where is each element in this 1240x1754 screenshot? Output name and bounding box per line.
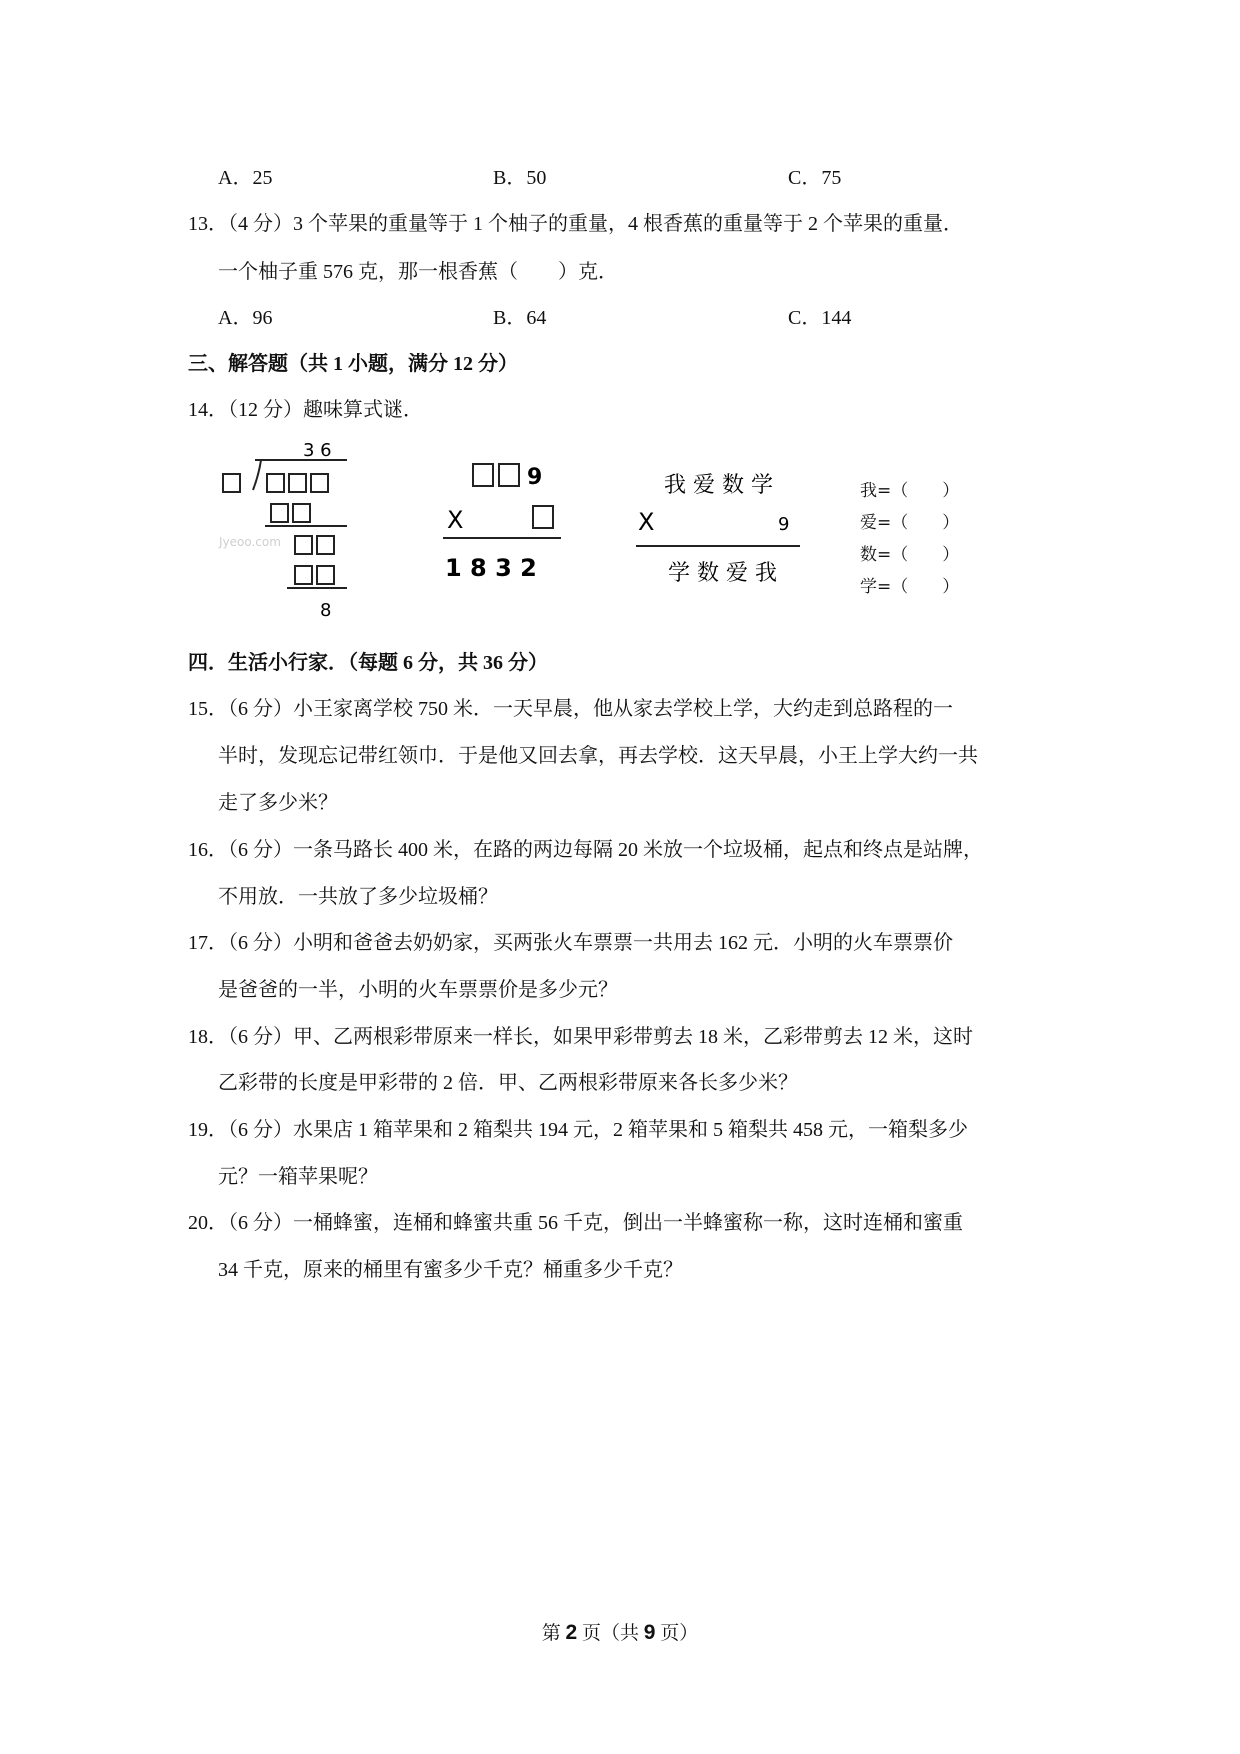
dividend-box-2 [289, 474, 306, 492]
q15-line-1: 15．（6 分）小王家离学校 750 米．一天早晨，他从家去学校上学，大约走到总路程的一 [188, 698, 953, 720]
long-division-figure [215, 436, 355, 626]
answer-wo: 我=（ ） [860, 481, 960, 501]
answer-blanks [860, 476, 980, 606]
partial-box-2 [317, 536, 334, 554]
q15-line-2: 半时，发现忘记带红领巾．于是他又回去拿，再去学校．这天早晨，小王上学大约一共 [218, 745, 978, 767]
q16-line-1: 16．（6 分）一条马路长 400 米，在路的两边每隔 20 米放一个垃圾桶，起点和终点是站牌， [188, 839, 983, 861]
subtrahend-box-1 [271, 504, 288, 522]
q17-line-2: 是爸爸的一半，小明的火车票票价是多少元？ [218, 979, 618, 1001]
q18-line-2: 乙彩带的长度是甲彩带的 2 倍．甲、乙两根彩带原来各长多少米？ [218, 1072, 798, 1094]
divisor-box [223, 474, 240, 492]
q17-line-1: 17．（6 分）小明和爸爸去奶奶家，买两张火车票票一共用去 162 元．小明的火车票票价 [188, 932, 953, 954]
q20-line-1: 20．（6 分）一桶蜂蜜，连桶和蜂蜜共重 56 千克，倒出一半蜂蜜称一称，这时连桶和蜜重 [188, 1212, 963, 1234]
q19-line-1: 19．（6 分）水果店 1 箱苹果和 2 箱梨共 194 元，2 箱苹果和 5 箱梨共 458 元，一箱梨多少 [188, 1119, 968, 1141]
section-4-heading: 四．生活小行家．（每题 6 分，共 36 分） [188, 652, 548, 674]
footer-suffix: 页） [655, 1623, 699, 1644]
multiply-sign: X [447, 506, 464, 534]
q15-line-3: 走了多少米？ [218, 792, 338, 814]
multiplier-9: 9 [778, 514, 790, 535]
q19-line-2: 元？一箱苹果呢？ [218, 1166, 378, 1188]
partial-box-1 [295, 536, 312, 554]
multiplication-figure-1 [435, 458, 575, 588]
top-digit: 9 [527, 465, 543, 490]
answer-xue: 学=（ ） [860, 577, 960, 597]
q12-option-c: C．75 [788, 167, 842, 189]
multiplication-figure-2 [628, 470, 808, 600]
partial-box-4 [317, 566, 334, 584]
partial-box-3 [295, 566, 312, 584]
watermark: Jyeoo.com [219, 535, 281, 549]
q20-line-2: 34 千克，原来的桶里有蜜多少千克？桶重多少千克？ [218, 1259, 683, 1281]
q13-option-b: B．64 [493, 307, 547, 329]
q13-line-2: 一个柚子重 576 克，那一根香蕉（ ）克． [218, 261, 618, 283]
q13-option-a: A．96 [218, 307, 273, 329]
section-3-heading: 三、解答题（共 1 小题，满分 12 分） [188, 353, 518, 375]
division-remainder: 8 [320, 600, 332, 621]
page-footer [0, 1618, 1240, 1645]
answer-ai: 爱=（ ） [860, 513, 960, 533]
footer-prefix: 第 [541, 1623, 566, 1644]
footer-total-pages: 9 [643, 1621, 656, 1644]
q12-option-a: A．25 [218, 167, 273, 189]
q18-line-1: 18．（6 分）甲、乙两根彩带原来一样长，如果甲彩带剪去 18 米，乙彩带剪去 12 米，这时 [188, 1026, 973, 1048]
answer-shu: 数=（ ） [860, 545, 960, 565]
q12-option-b: B．50 [493, 167, 547, 189]
word-top: 我 爱 数 学 [664, 473, 773, 498]
product: 1 8 3 2 [445, 554, 537, 582]
multiply-sign-2: X [638, 508, 655, 536]
subtrahend-box-2 [293, 504, 310, 522]
q13-line-1: 13．（4 分）3 个苹果的重量等于 1 个柚子的重量，4 根香蕉的重量等于 2 个苹果的重量． [188, 213, 963, 235]
word-result: 学 数 爱 我 [668, 561, 777, 586]
footer-page-number: 2 [565, 1621, 578, 1644]
top-box-1 [473, 464, 493, 486]
q13-option-c: C．144 [788, 307, 852, 329]
footer-middle: 页（共 [577, 1623, 644, 1644]
division-quotient: 3 6 [303, 440, 332, 461]
q16-line-2: 不用放．一共放了多少垃圾桶？ [218, 886, 498, 908]
multiplier-box [533, 506, 553, 528]
top-box-2 [499, 464, 519, 486]
dividend-box-1 [267, 474, 284, 492]
q14-text: 14．（12 分）趣味算式谜． [188, 399, 423, 421]
dividend-box-3 [311, 474, 328, 492]
